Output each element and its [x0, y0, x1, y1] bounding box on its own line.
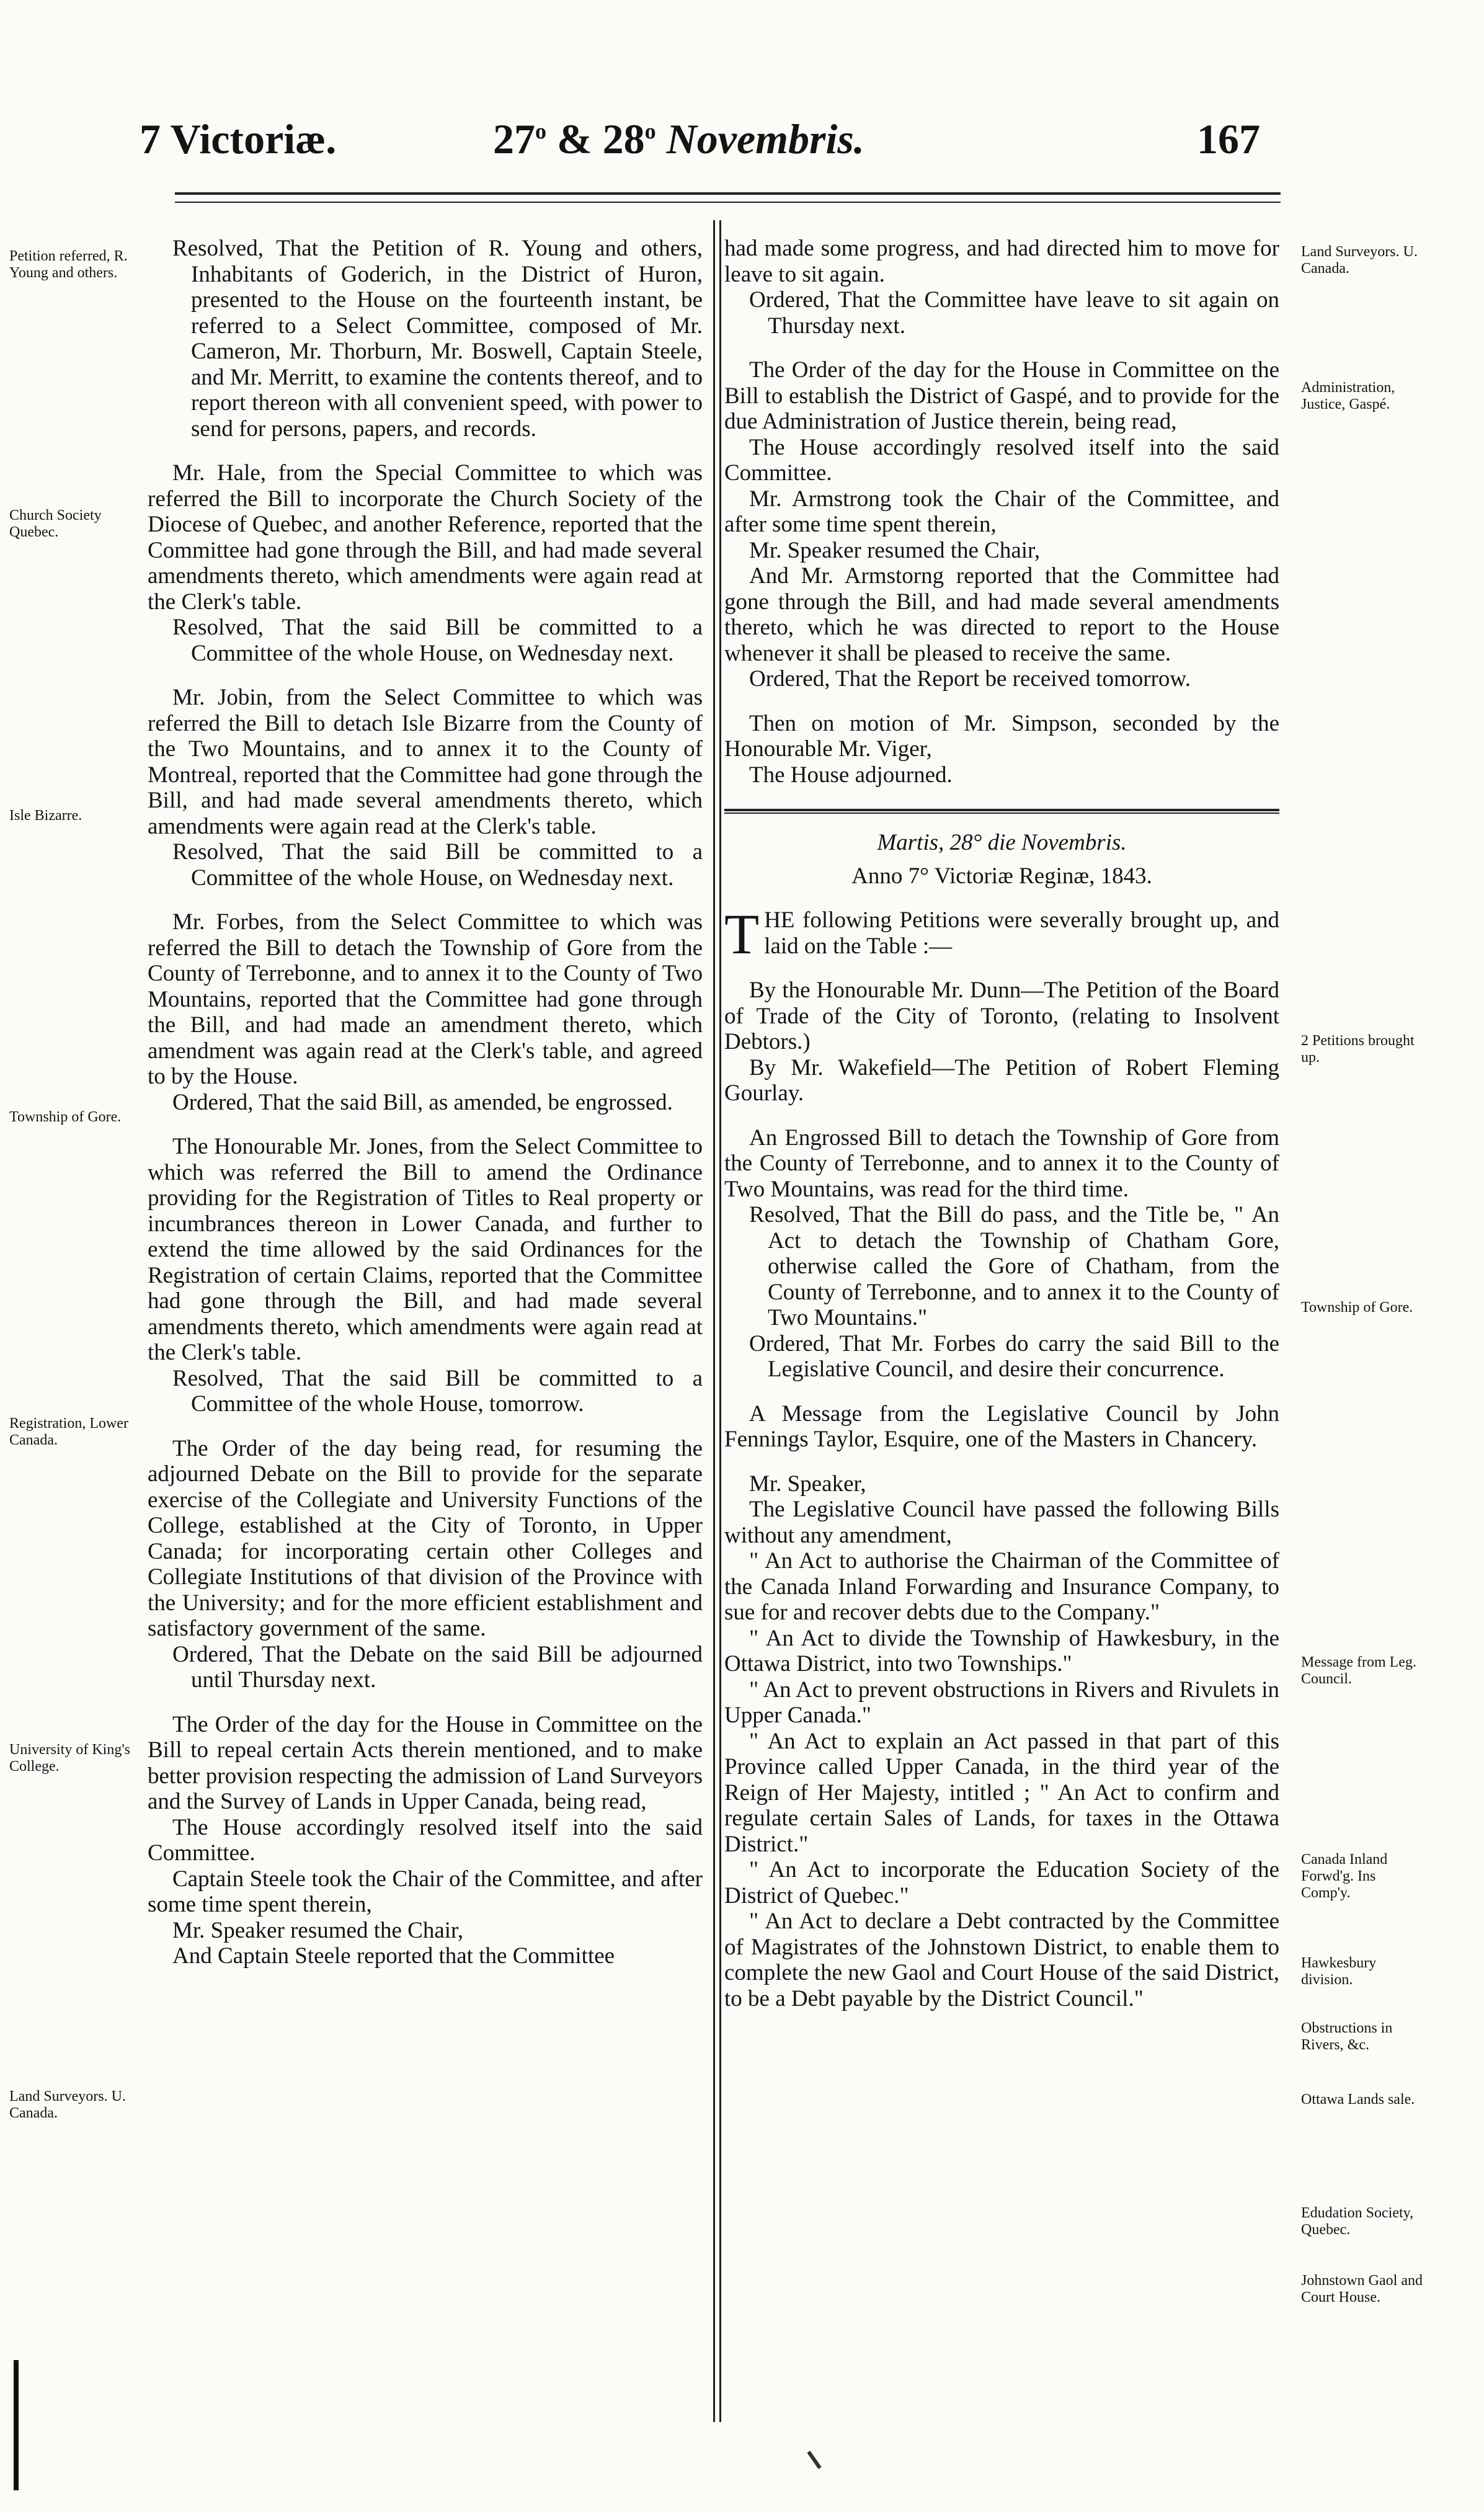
- petition-wakefield: By Mr. Wakefield—The Petition of Robert Fleming Gourlay.: [724, 1054, 1279, 1106]
- left-column: [148, 236, 703, 1969]
- page-number: 167: [1197, 115, 1260, 163]
- petition-dunn: By the Honourable Mr. Dunn—The Petition of the Board of Trade of the City of Toronto, (relating to Insolvent Debtors.): [724, 978, 1279, 1054]
- margin-note-gaspe: Administration, Justice, Gaspé.: [1301, 380, 1395, 412]
- margin-note-ottawa-lands: Ottawa Lands sale.: [1301, 2091, 1415, 2108]
- running-header: [0, 115, 1484, 171]
- day-separator-rule-thin: [724, 813, 1279, 814]
- dropcap-letter: T: [724, 902, 760, 966]
- steele-reported: And Captain Steele reported that the Committee: [172, 1943, 615, 1969]
- header-dates: 27$^o$ & 28$^o$ Novembris.: [493, 115, 864, 163]
- margin-note-isle-bizarre: Isle Bizarre.: [9, 808, 82, 824]
- margin-note-petitions-brought: 2 Petitions brought up.: [1301, 1033, 1415, 1066]
- resolution-church-society: Resolved, That the said Bill be committed to a Committee of the whole House, on Wednesday next.: [172, 615, 703, 666]
- margin-note-canada-inland: Canada Inland Forwd'g. Ins Comp'y.: [1301, 1851, 1388, 1901]
- day-separator-rule: [724, 809, 1279, 811]
- resolution-registration: Resolved, That the said Bill be committed to a Committee of the whole House, tomorrow.: [172, 1365, 703, 1417]
- steele-chair: Captain Steele took the Chair of the Committee, and after some time spent therein,: [148, 1866, 703, 1917]
- order-forbes-carry: Ordered, That Mr. Forbes do carry the said Bill to the Legislative Council, and desire their concurrence.: [749, 1330, 1279, 1382]
- margin-note-township-gore: Township of Gore.: [9, 1109, 122, 1125]
- column-divider-inner: [719, 220, 721, 2422]
- message-bills-passed: The Legislative Council have passed the following Bills without any amendment,: [724, 1497, 1279, 1548]
- header-regnal-year: 7 Victoriæ.: [140, 115, 337, 163]
- act-hawkesbury: " An Act to divide the Township of Hawkesbury, in the Ottawa District, into two Townships.": [724, 1625, 1279, 1677]
- house-adjourned: The House adjourned.: [749, 762, 953, 788]
- act-ottawa-lands: " An Act to explain an Act passed in that part of this Province called Upper Canada, in the third year of the Reign of Her Majesty, intitled ; " An Act to confirm and regulate certain Sales of Lands, for taxes in the Ottawa District.": [724, 1728, 1279, 1857]
- right-column: [724, 236, 1279, 2011]
- engrossed-bill-gore: An Engrossed Bill to detach the Township of Gore from the County of Terrebonne, and to annex it to the County of Two Mountains, was read for the third time.: [724, 1125, 1279, 1202]
- scan-edge-mark: [14, 2360, 19, 2490]
- act-johnstown-gaol: " An Act to declare a Debt contracted by the Committee of Magistrates of the Johnstown District, to enable them to complete the new Gaol and Court House of the said District, to be a Debt payable by the District Council.": [724, 1908, 1279, 2011]
- resolution-petition-young: Resolved, That the Petition of R. Young and others, Inhabitants of Goderich, in the District of Huron, presented to the House on the fourteenth instant, be referred to a Select Committee, composed of Mr. Cameron, Mr. Thorburn, Mr. Boswell, Captain Steele, and Mr. Merritt, to examine the contents thereof, and to report thereon with all convenient speed, with power to send for persons, papers, and records.: [172, 236, 703, 442]
- order-gaspe-bill: The Order of the day for the House in Committee on the Bill to establish the District of Gaspé, and to provide for the due Administration of Justice therein, being read,: [724, 357, 1279, 434]
- margin-note-registration: Registration, Lower Canada.: [9, 1415, 128, 1448]
- report-isle-bizarre: Mr. Jobin, from the Select Committee to which was referred the Bill to detach Isle Bizarre from the County of the Two Mountains, and to annex it to the County of Montreal, reported that the Committee had gone through the Bill, and had made several amendments thereto, which amendments were again read at the Clerk's table.: [148, 685, 703, 839]
- armstrong-reported: And Mr. Armstorng reported that the Committee had gone through the Bill, and had made several amendments thereto, which he was directed to report to the House whenever it shall be pleased to receive the same.: [724, 563, 1279, 666]
- progress-leave-to-sit: had made some progress, and had directed him to move for leave to sit again.: [724, 236, 1279, 287]
- act-obstructions: " An Act to prevent obstructions in Rivers and Rivulets in Upper Canada.": [724, 1677, 1279, 1728]
- header-rule-top: [175, 192, 1281, 195]
- armstrong-chair: Mr. Armstrong took the Chair of the Committee, and after some time spent therein,: [724, 486, 1279, 537]
- column-divider: [713, 220, 715, 2422]
- header-rule-bottom: [175, 202, 1281, 203]
- margin-note-land-surveyors-right: Land Surveyors. U. Canada.: [1301, 244, 1418, 277]
- order-gore-engrossed: Ordered, That the said Bill, as amended, be engrossed.: [172, 1089, 673, 1115]
- motion-simpson: Then on motion of Mr. Simpson, seconded by the Honourable Mr. Viger,: [724, 710, 1279, 762]
- resolution-isle-bizarre: Resolved, That the said Bill be committed to a Committee of the whole House, on Wednesday next.: [172, 839, 703, 891]
- order-report-tomorrow: Ordered, That the Report be received tomorrow.: [749, 666, 1191, 692]
- margin-note-church-society: Church Society Quebec.: [9, 507, 102, 540]
- date-anno: Anno 7° Victoriæ Reginæ, 1843.: [851, 863, 1152, 889]
- report-church-society: Mr. Hale, from the Special Committee to which was referred the Bill to incorporate the Church Society of the Diocese of Quebec, and another Reference, reported that the Committee had gone through the Bill, and had made several amendments thereto, which amendments were again read at the Clerk's table.: [148, 460, 703, 615]
- order-debate-adjourned: Ordered, That the Debate on the said Bill be adjourned until Thursday next.: [172, 1641, 703, 1693]
- message-salutation: Mr. Speaker,: [749, 1471, 866, 1497]
- act-canada-inland: " An Act to authorise the Chairman of the Committee of the Canada Inland Forwarding and Insurance Company, to sue for and recover debts due to the Company.": [724, 1548, 1279, 1625]
- resolution-bill-pass: Resolved, That the Bill do pass, and the Title be, " An Act to detach the Township of Chatham Gore, otherwise called the Gore of Chatham, from the County of Terrebonne, and to annex it to the County of Two Mountains.": [749, 1202, 1279, 1330]
- margin-note-message: Message from Leg. Council.: [1301, 1654, 1416, 1687]
- house-resolved-gaspe: The House accordingly resolved itself into the said Committee.: [724, 434, 1279, 486]
- margin-note-obstructions: Obstructions in Rivers, &c.: [1301, 2020, 1393, 2053]
- order-leave-thursday: Ordered, That the Committee have leave to sit again on Thursday next.: [749, 287, 1279, 339]
- house-resolved-committee: The House accordingly resolved itself into the said Committee.: [148, 1814, 703, 1866]
- margin-note-university: University of King's College.: [9, 1742, 130, 1775]
- report-township-gore: Mr. Forbes, from the Select Committee to which was referred the Bill to detach the Township of Gore from the County of Terrebonne, and to annex it to the County of Two Mountains, reported that the Committee had gone through the Bill, and had made an amendment thereto, which amendment was again read at the Clerk's table, and agreed to by the House.: [148, 909, 703, 1089]
- margin-note-johnstown: Johnstown Gaol and Court House.: [1301, 2273, 1423, 2305]
- message-legislative-council: A Message from the Legislative Council by John Fennings Taylor, Esquire, one of the Masters in Chancery.: [724, 1401, 1279, 1452]
- petitions-intro: THE following Petitions were severally brought up, and laid on the Table :—: [724, 902, 1279, 966]
- order-land-surveyors: The Order of the day for the House in Committee on the Bill to repeal certain Acts therein mentioned, and to make better provision respecting the admission of Land Surveyors and the Survey of Lands in Upper Canada, being read,: [148, 1711, 703, 1814]
- scan-stray-mark: [807, 2451, 821, 2469]
- date-martis: Martis, 28° die Novembris.: [877, 830, 1127, 855]
- act-education-society: " An Act to incorporate the Education Society of the District of Quebec.": [724, 1857, 1279, 1908]
- report-registration: The Honourable Mr. Jones, from the Select Committee to which was referred the Bill to amend the Ordinance providing for the Registration of Titles to Real property or incumbrances thereon in Lower Canada, and further to extend the time allowed by the said Ordinances for the Registration of certain Claims, reported that the Committee had gone through the Bill, and had made several amendments thereto, which amendments were again read at the Clerk's table.: [148, 1134, 703, 1365]
- margin-note-petition: Petition referred, R. Young and others.: [9, 248, 128, 281]
- order-university-debate: The Order of the day being read, for resuming the adjourned Debate on the Bill to provide for the separate exercise of the Collegiate and University Functions of the College, established at the City of Toronto, in Upper Canada; for incorporating certain other Colleges and Collegiate Institutions of that division of the Province with the University; and for the more efficient establishment and satisfactory government of the same.: [148, 1435, 703, 1641]
- margin-note-hawkesbury: Hawkesbury division.: [1301, 1955, 1377, 1988]
- margin-note-land-surveyors: Land Surveyors. U. Canada.: [9, 2088, 126, 2121]
- speaker-resumed: Mr. Speaker resumed the Chair,: [172, 1917, 464, 1943]
- margin-note-education-society: Edudation Society, Quebec.: [1301, 2205, 1414, 2238]
- margin-note-township-gore-right: Township of Gore.: [1301, 1299, 1413, 1316]
- speaker-resumed-gaspe: Mr. Speaker resumed the Chair,: [749, 537, 1041, 563]
